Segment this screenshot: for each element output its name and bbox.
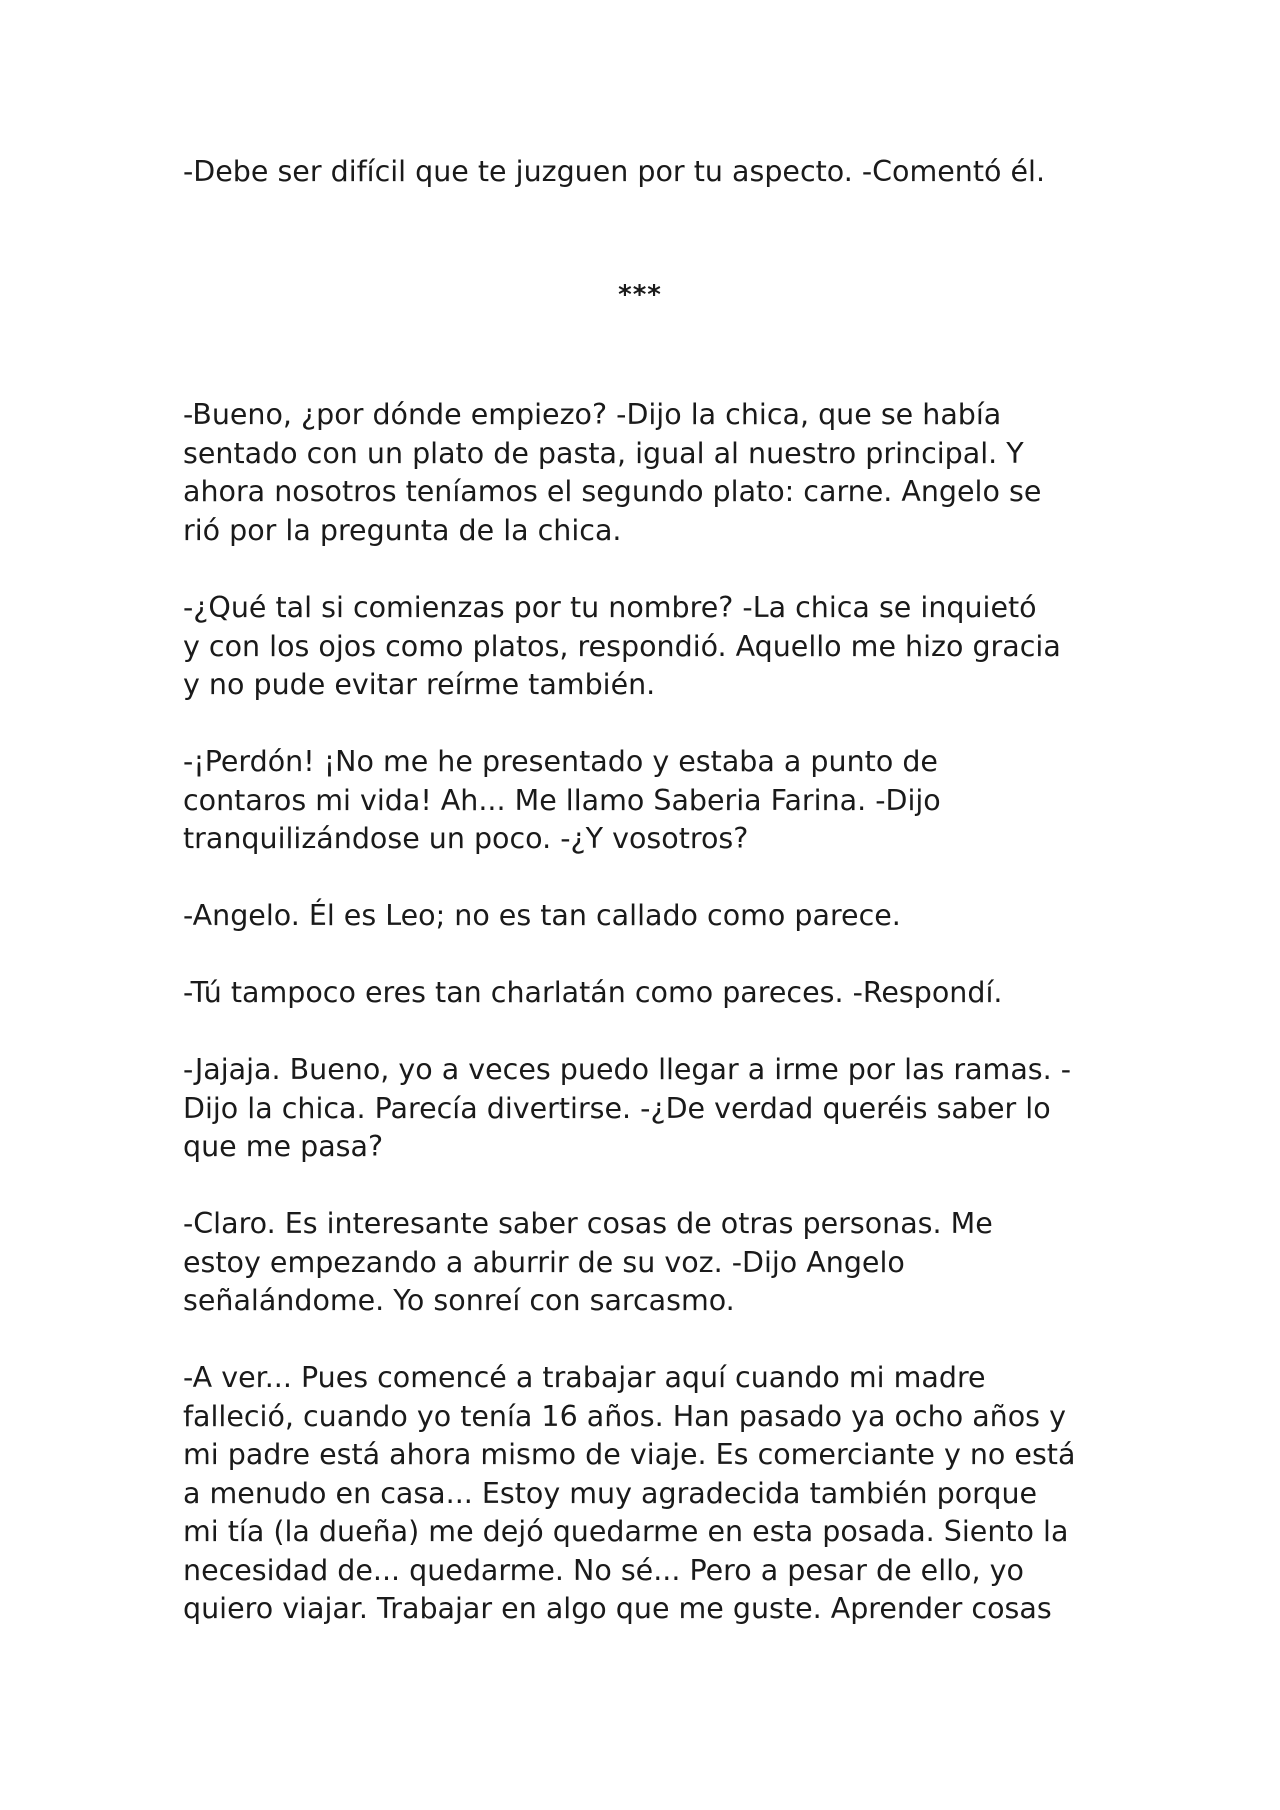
- paragraph-line: -¡Perdón! ¡No me he presentado y estaba a punto de: [183, 745, 938, 778]
- paragraph-line: falleció, cuando yo tenía 16 años. Han pasado ya ocho años y: [183, 1399, 1066, 1433]
- paragraph-3: [183, 589, 1113, 705]
- paragraph-line: necesidad de... quedarme. No sé... Pero a pesar de ello, yo: [183, 1553, 1024, 1587]
- scene-break: ***: [618, 280, 662, 310]
- paragraph-line: quiero viajar. Trabajar en algo que me guste. Aprender cosas: [183, 1592, 1052, 1625]
- paragraph-line: a menudo en casa... Estoy muy agradecida también porque: [183, 1476, 1038, 1510]
- paragraph-line: que me pasa?: [183, 1130, 384, 1163]
- paragraph-line: contaros mi vida! Ah... Me llamo Saberia Farina. -Dijo: [183, 783, 941, 817]
- paragraph-line: ahora nosotros teníamos el segundo plato: carne. Angelo se: [183, 475, 1042, 508]
- paragraph-line: -Jajaja. Bueno, yo a veces puedo llegar a irme por las ramas. -: [183, 1053, 1072, 1086]
- paragraph-line: -A ver... Pues comencé a trabajar aquí cuando mi madre: [183, 1361, 986, 1394]
- paragraph-line: tranquilizándose un poco. -¿Y vosotros?: [183, 822, 749, 855]
- paragraph-line: rió por la pregunta de la chica.: [183, 513, 622, 547]
- paragraph-line: y no pude evitar reírme también.: [183, 668, 656, 701]
- paragraph-line: -Tú tampoco eres tan charlatán como pareces. -Respondí.: [183, 976, 1003, 1009]
- paragraph-6: [183, 974, 1113, 1013]
- paragraph-5: [183, 897, 1113, 936]
- paragraph-line: -Claro. Es interesante saber cosas de otras personas. Me: [183, 1207, 993, 1240]
- paragraph-line: Dijo la chica. Parecía divertirse. -¿De verdad queréis saber lo: [183, 1091, 1051, 1125]
- paragraph-2: [183, 396, 1113, 550]
- paragraph-line: estoy empezando a aburrir de su voz. -Dijo Angelo: [183, 1245, 905, 1279]
- paragraph-7: [183, 1051, 1113, 1167]
- paragraph-line: sentado con un plato de pasta, igual al nuestro principal. Y: [183, 436, 1024, 470]
- paragraph-line: -Angelo. Él es Leo; no es tan callado como parece.: [183, 899, 901, 932]
- paragraph-line: mi padre está ahora mismo de viaje. Es comerciante y no está: [183, 1438, 1076, 1471]
- paragraph-line: -Bueno, ¿por dónde empiezo? -Dijo la chica, que se había: [183, 398, 1002, 431]
- paragraph-line: mi tía (la dueña) me dejó quedarme en esta posada. Siento la: [183, 1515, 1069, 1548]
- paragraph-4: [183, 743, 1113, 859]
- paragraph-1: [183, 153, 1113, 192]
- paragraph-line: señalándome. Yo sonreí con sarcasmo.: [183, 1284, 735, 1317]
- paragraph-line: -Debe ser difícil que te juzguen por tu aspecto. -Comentó él.: [183, 155, 1045, 188]
- paragraph-line: y con los ojos como platos, respondió. Aquello me hizo gracia: [183, 629, 1061, 663]
- paragraph-line: -¿Qué tal si comienzas por tu nombre? -La chica se inquietó: [183, 591, 1037, 624]
- paragraph-8: [183, 1205, 1113, 1321]
- paragraph-9: [183, 1359, 1113, 1629]
